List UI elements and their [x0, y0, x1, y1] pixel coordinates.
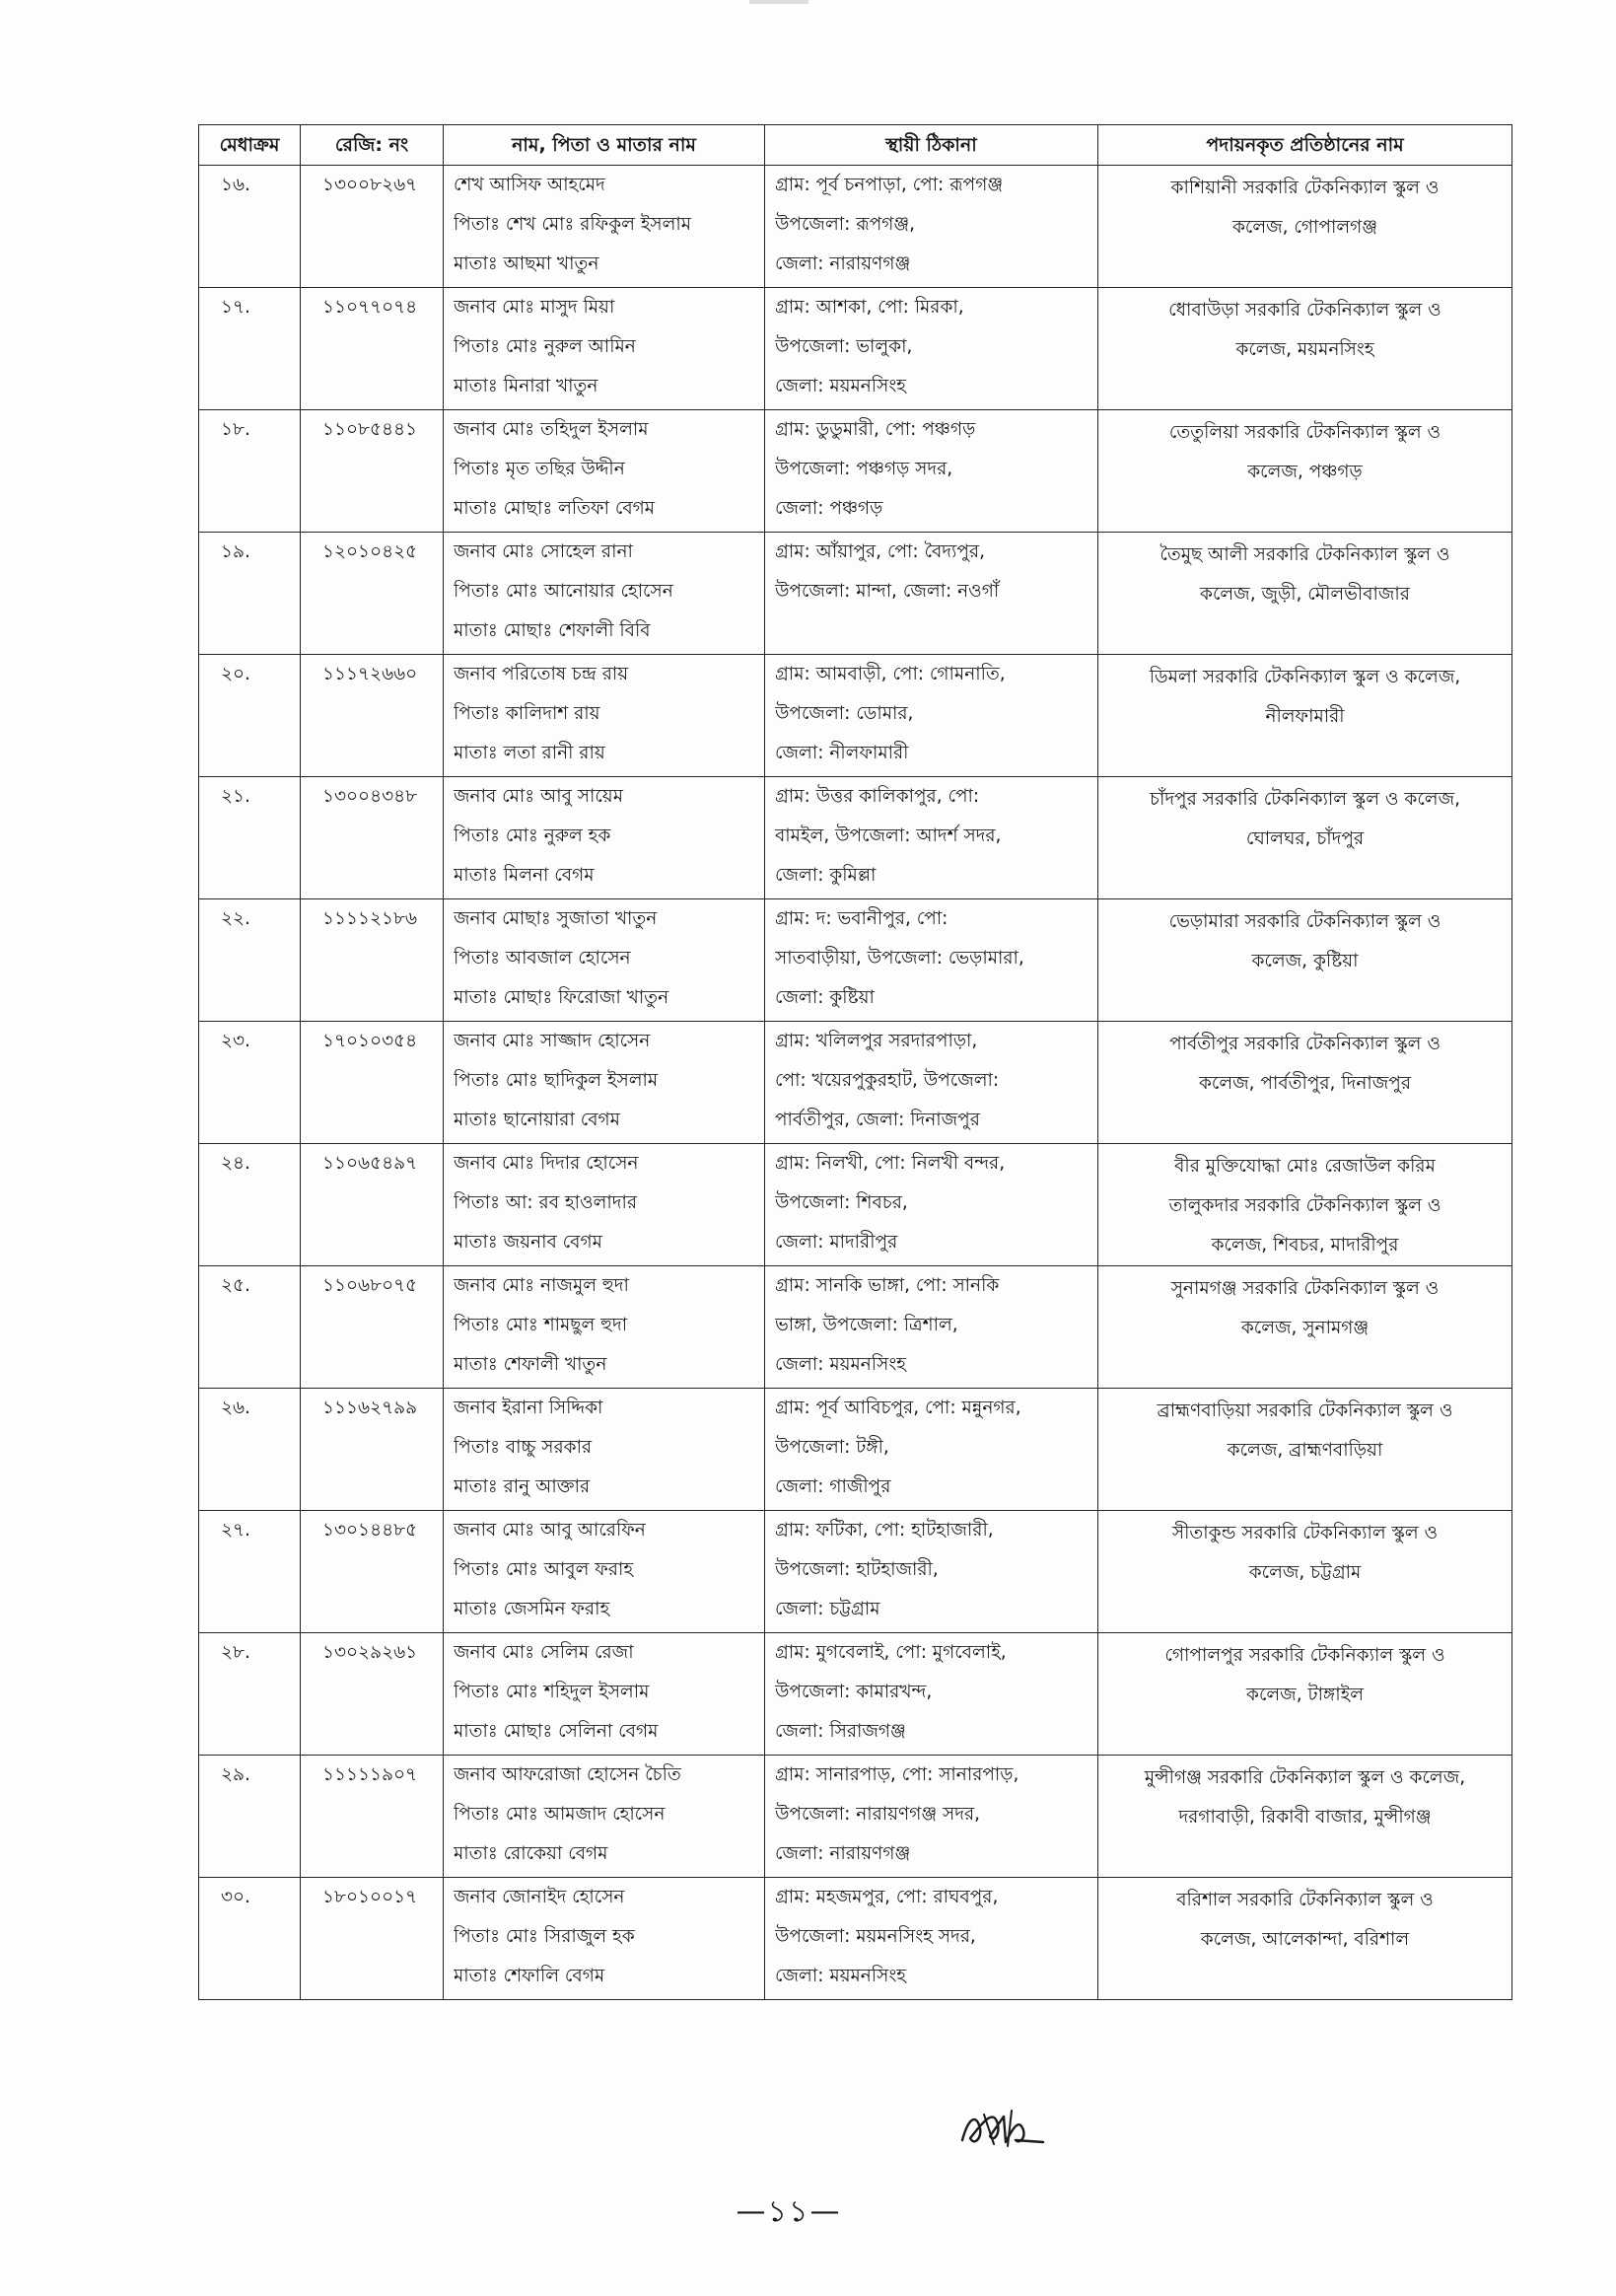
address-line: উপজেলা: মান্দা, জেলা: নওগাঁ: [775, 581, 1000, 602]
institution-line: মুন্সীগঞ্জ সরকারি টেকনিক্যাল স্কুল ও কলেজ,: [1144, 1767, 1466, 1788]
registration-number: ১১১৬২৭৯৯: [322, 1398, 418, 1418]
institution-cell: [1098, 1511, 1512, 1633]
merit-list-table: [198, 124, 1512, 2000]
address-line: জেলা: ময়মনসিংহ: [775, 376, 907, 396]
address-line: গ্রাম: দ: ভবানীপুর, পো:: [775, 908, 949, 929]
names-cell: [444, 1144, 765, 1266]
header-address: স্থায়ী ঠিকানা: [765, 125, 1098, 166]
institution-line: কলেজ, আলেকান্দা, বরিশাল: [1200, 1929, 1410, 1950]
address-line: গ্রাম: উত্তর কালিকাপুর, পো:: [775, 786, 980, 807]
address-line: জেলা: পঞ্চগড়: [775, 498, 883, 519]
registration-number: ১৮০১০০১৭: [322, 1887, 418, 1907]
table-row: [199, 777, 1512, 899]
name-line: জনাব মোঃ নাজমুল হুদা: [454, 1275, 629, 1296]
name-line: মাতাঃ জেসমিন ফরাহ: [454, 1599, 610, 1619]
name-line: জনাব মোঃ সোহেল রানা: [454, 541, 633, 562]
institution-cell: [1098, 533, 1512, 655]
registration-cell: [301, 777, 444, 899]
name-line: পিতাঃ শেখ মোঃ রফিকুল ইসলাম: [454, 214, 692, 235]
serial-cell: [199, 1633, 301, 1756]
serial-number: ১৮.: [221, 419, 250, 440]
address-line: গ্রাম: ডুডুমারী, পো: পঞ্চগড়: [775, 419, 976, 440]
table-row: [199, 1511, 1512, 1633]
registration-number: ১১০৭৭০৭৪: [322, 297, 418, 318]
table-row: [199, 655, 1512, 777]
registration-cell: [301, 1144, 444, 1266]
registration-cell: [301, 1511, 444, 1633]
address-line: সাতবাড়ীয়া, উপজেলা: ভেড়ামারা,: [775, 948, 1024, 969]
address-line: উপজেলা: টঙ্গী,: [775, 1437, 889, 1458]
table-header-row: [199, 125, 1512, 166]
name-line: পিতাঃ আ: রব হাওলাদার: [454, 1192, 637, 1213]
name-line: জনাব মোঃ আবু আরেফিন: [454, 1520, 646, 1541]
names-cell: [444, 533, 765, 655]
address-line: জেলা: নারায়ণগঞ্জ: [775, 1843, 911, 1864]
serial-number: ২২.: [221, 908, 250, 929]
serial-number: ২৬.: [221, 1398, 250, 1418]
name-line: জনাব পরিতোষ চন্দ্র রায়: [454, 664, 629, 684]
institution-line: কলেজ, পার্বতীপুর, দিনাজপুর: [1198, 1073, 1412, 1094]
institution-cell: [1098, 288, 1512, 410]
serial-number: ২৪.: [221, 1153, 250, 1174]
institution-line: পার্বতীপুর সরকারি টেকনিক্যাল স্কুল ও: [1169, 1034, 1440, 1054]
serial-cell: [199, 1389, 301, 1511]
institution-line: কলেজ, শিবচর, মাদারীপুর: [1211, 1235, 1399, 1256]
address-cell: [765, 288, 1098, 410]
registration-number: ১৩০২৯২৬১: [322, 1642, 418, 1663]
names-cell: [444, 1633, 765, 1756]
institution-line: কলেজ, ব্রাহ্মণবাড়িয়া: [1227, 1440, 1383, 1461]
name-line: জনাব মোঃ আবু সায়েম: [454, 786, 623, 807]
address-line: গ্রাম: আশকা, পো: মিরকা,: [775, 297, 964, 318]
table-row: [199, 1633, 1512, 1756]
address-cell: [765, 655, 1098, 777]
serial-number: ২৮.: [221, 1642, 250, 1663]
registration-number: ১৩০১৪৪৮৫: [322, 1520, 418, 1541]
name-line: জনাব ইরানা সিদ্দিকা: [454, 1398, 603, 1418]
header-names: নাম, পিতা ও মাতার নাম: [444, 125, 765, 166]
serial-cell: [199, 166, 301, 288]
address-line: গ্রাম: নিলখী, পো: নিলখী বন্দর,: [775, 1153, 1006, 1174]
address-line: গ্রাম: পূর্ব আবিচপুর, পো: মন্নুনগর,: [775, 1398, 1021, 1418]
registration-cell: [301, 1756, 444, 1878]
serial-number: ২৭.: [221, 1520, 250, 1541]
institution-cell: [1098, 1878, 1512, 2000]
serial-cell: [199, 1878, 301, 2000]
names-cell: [444, 899, 765, 1022]
address-cell: [765, 533, 1098, 655]
name-line: পিতাঃ মোঃ নুরুল হক: [454, 825, 611, 846]
institution-line: কলেজ, গোপালগঞ্জ: [1231, 217, 1378, 238]
registration-number: ১১১৭২৬৬০: [322, 664, 418, 684]
address-line: জেলা: নীলফামারী: [775, 743, 909, 763]
serial-cell: [199, 288, 301, 410]
registration-number: ১১১১১৯০৭: [322, 1764, 418, 1785]
address-line: গ্রাম: আঁয়াপুর, পো: বৈদ্যপুর,: [775, 541, 985, 562]
address-line: জেলা: ময়মনসিংহ: [775, 1354, 907, 1375]
address-line: গ্রাম: মহজমপুর, পো: রাঘবপুর,: [775, 1887, 999, 1907]
name-line: মাতাঃ শেফালি বেগম: [454, 1966, 605, 1986]
institution-line: গোপালপুর সরকারি টেকনিক্যাল স্কুল ও: [1164, 1645, 1445, 1666]
registration-cell: [301, 1266, 444, 1389]
institution-cell: [1098, 899, 1512, 1022]
address-cell: [765, 166, 1098, 288]
address-cell: [765, 1756, 1098, 1878]
table-row: [199, 533, 1512, 655]
address-line: উপজেলা: ভালুকা,: [775, 336, 913, 357]
institution-line: নীলফামারী: [1265, 706, 1345, 727]
institution-line: ডিমলা সরকারি টেকনিক্যাল স্কুল ও কলেজ,: [1149, 667, 1461, 687]
registration-number: ১১০৬৮০৭৫: [322, 1275, 418, 1296]
name-line: জনাব মোঃ মাসুদ মিয়া: [454, 297, 615, 318]
name-line: মাতাঃ রোকেয়া বেগম: [454, 1843, 608, 1864]
address-line: উপজেলা: রূপগঞ্জ,: [775, 214, 916, 235]
address-line: জেলা: ময়মনসিংহ: [775, 1966, 907, 1986]
table-row: [199, 410, 1512, 533]
name-line: মাতাঃ মোছাঃ শেফালী বিবি: [454, 620, 651, 641]
institution-cell: [1098, 1022, 1512, 1144]
address-cell: [765, 777, 1098, 899]
table-row: [199, 1266, 1512, 1389]
serial-cell: [199, 1266, 301, 1389]
institution-cell: [1098, 1389, 1512, 1511]
institution-line: চাঁদপুর সরকারি টেকনিক্যাল স্কুল ও কলেজ,: [1149, 789, 1461, 810]
address-line: উপজেলা: শিবচর,: [775, 1192, 908, 1213]
serial-number: ২০.: [221, 664, 250, 684]
registration-cell: [301, 1878, 444, 2000]
registration-cell: [301, 410, 444, 533]
table-body: [199, 166, 1512, 2000]
serial-cell: [199, 1144, 301, 1266]
name-line: পিতাঃ কালিদাশ রায়: [454, 703, 600, 724]
address-line: উপজেলা: পঞ্চগড় সদর,: [775, 459, 953, 479]
name-line: পিতাঃ মোঃ আনোয়ার হোসেন: [454, 581, 673, 602]
institution-cell: [1098, 655, 1512, 777]
registration-cell: [301, 288, 444, 410]
name-line: জনাব মোছাঃ সুজাতা খাতুন: [454, 908, 658, 929]
name-line: জনাব মোঃ দিদার হোসেন: [454, 1153, 639, 1174]
name-line: পিতাঃ মোঃ শামছুল হুদা: [454, 1315, 628, 1335]
address-cell: [765, 1266, 1098, 1389]
address-line: জেলা: নারায়ণগঞ্জ: [775, 253, 911, 274]
address-cell: [765, 1633, 1098, 1756]
registration-number: ১৭০১০৩৫৪: [322, 1031, 418, 1051]
serial-number: ১৬.: [221, 175, 250, 195]
serial-number: ২৩.: [221, 1031, 250, 1051]
address-line: উপজেলা: ময়মনসিংহ সদর,: [775, 1926, 976, 1947]
serial-cell: [199, 1511, 301, 1633]
name-line: মাতাঃ মিলনা বেগম: [454, 865, 595, 886]
registration-cell: [301, 899, 444, 1022]
name-line: পিতাঃ মোঃ সিরাজুল হক: [454, 1926, 635, 1947]
serial-number: ১৭.: [221, 297, 250, 318]
address-line: উপজেলা: হাটহাজারী,: [775, 1559, 939, 1580]
page-number: —১১—: [736, 2194, 842, 2229]
name-line: পিতাঃ মোঃ ছাদিকুল ইসলাম: [454, 1070, 659, 1091]
address-line: ভাঙ্গা, উপজেলা: ত্রিশাল,: [775, 1315, 958, 1335]
address-line: গ্রাম: খলিলপুর সরদারপাড়া,: [775, 1031, 978, 1051]
address-line: জেলা: কুমিল্লা: [775, 865, 877, 886]
registration-cell: [301, 1022, 444, 1144]
name-line: জনাব আফরোজা হোসেন চৈতি: [454, 1764, 681, 1785]
name-line: মাতাঃ ছানোয়ারা বেগম: [454, 1110, 620, 1130]
institution-line: ব্রাহ্মণবাড়িয়া সরকারি টেকনিক্যাল স্কুল ও: [1157, 1400, 1453, 1421]
header-serial: মেধাক্রম: [199, 125, 301, 166]
address-line: পার্বতীপুর, জেলা: দিনাজপুর: [775, 1110, 980, 1130]
registration-number: ১১০৮৫৪৪১: [322, 419, 418, 440]
institution-line: বীর মুক্তিযোদ্ধা মোঃ রেজাউল করিম: [1174, 1156, 1436, 1177]
address-line: জেলা: চট্টগ্রাম: [775, 1599, 880, 1619]
address-cell: [765, 1511, 1098, 1633]
institution-line: সুনামগঞ্জ সরকারি টেকনিক্যাল স্কুল ও: [1170, 1278, 1440, 1299]
name-line: মাতাঃ রানু আক্তার: [454, 1476, 591, 1497]
institution-line: কাশিয়ানী সরকারি টেকনিক্যাল স্কুল ও: [1170, 178, 1440, 198]
serial-cell: [199, 1756, 301, 1878]
table-row: [199, 899, 1512, 1022]
serial-number: ২১.: [221, 786, 250, 807]
name-line: মাতাঃ লতা রানী রায়: [454, 743, 605, 763]
institution-cell: [1098, 166, 1512, 288]
institution-line: কলেজ, কুষ্টিয়া: [1251, 951, 1359, 971]
name-line: জনাব জোনাইদ হোসেন: [454, 1887, 625, 1907]
registration-cell: [301, 166, 444, 288]
signature: [954, 2099, 1053, 2158]
registration-cell: [301, 1389, 444, 1511]
address-line: গ্রাম: ফটিকা, পো: হাটহাজারী,: [775, 1520, 994, 1541]
registration-number: ১৩০০৮২৬৭: [322, 175, 418, 195]
institution-cell: [1098, 1633, 1512, 1756]
address-line: গ্রাম: আমবাড়ী, পো: গোমনাতি,: [775, 664, 1006, 684]
name-line: মাতাঃ আছমা খাতুন: [454, 253, 599, 274]
serial-number: ১৯.: [221, 541, 250, 562]
institution-cell: [1098, 1756, 1512, 1878]
name-line: পিতাঃ মোঃ শহিদুল ইসলাম: [454, 1682, 650, 1702]
names-cell: [444, 777, 765, 899]
name-line: জনাব মোঃ সাজ্জাদ হোসেন: [454, 1031, 651, 1051]
institution-line: কলেজ, জুড়ী, মৌলভীবাজার: [1200, 584, 1410, 605]
serial-cell: [199, 655, 301, 777]
serial-cell: [199, 410, 301, 533]
institution-line: কলেজ, চট্টগ্রাম: [1248, 1562, 1362, 1583]
registration-cell: [301, 655, 444, 777]
address-line: উপজেলা: ডোমার,: [775, 703, 914, 724]
names-cell: [444, 655, 765, 777]
table-row: [199, 1144, 1512, 1266]
serial-cell: [199, 777, 301, 899]
institution-line: কলেজ, টাঙ্গাইল: [1246, 1685, 1364, 1705]
serial-number: ২৫.: [221, 1275, 250, 1296]
serial-number: ৩০.: [221, 1887, 250, 1907]
institution-line: কলেজ, পঞ্চগড়: [1247, 462, 1363, 482]
institution-line: তেতুলিয়া সরকারি টেকনিক্যাল স্কুল ও: [1168, 422, 1441, 443]
name-line: পিতাঃ বাচ্চু সরকার: [454, 1437, 593, 1458]
table-row: [199, 288, 1512, 410]
header-institution: পদায়নকৃত প্রতিষ্ঠানের নাম: [1098, 125, 1512, 166]
scan-mark: [749, 0, 808, 4]
address-line: গ্রাম: সানকি ভাঙ্গা, পো: সানকি: [775, 1275, 1000, 1296]
name-line: পিতাঃ মোঃ আবুল ফরাহ: [454, 1559, 634, 1580]
institution-cell: [1098, 1266, 1512, 1389]
registration-number: ১৩০০৪৩৪৮: [322, 786, 418, 807]
address-line: জেলা: গাজীপুর: [775, 1476, 891, 1497]
registration-number: ১২০১০৪২৫: [322, 541, 418, 562]
serial-cell: [199, 533, 301, 655]
name-line: মাতাঃ জয়নাব বেগম: [454, 1232, 602, 1253]
institution-cell: [1098, 1144, 1512, 1266]
names-cell: [444, 1511, 765, 1633]
address-line: গ্রাম: পূর্ব চনপাড়া, পো: রূপগঞ্জ: [775, 175, 1004, 195]
table-row: [199, 1022, 1512, 1144]
names-cell: [444, 1389, 765, 1511]
name-line: পিতাঃ মোঃ আমজাদ হোসেন: [454, 1804, 666, 1825]
institution-line: কলেজ, সুনামগঞ্জ: [1240, 1318, 1370, 1338]
names-cell: [444, 1878, 765, 2000]
names-cell: [444, 1266, 765, 1389]
institution-line: তালুকদার সরকারি টেকনিক্যাল স্কুল ও: [1168, 1195, 1441, 1216]
address-cell: [765, 1144, 1098, 1266]
institution-line: বরিশাল সরকারি টেকনিক্যাল স্কুল ও: [1176, 1890, 1434, 1910]
names-cell: [444, 1756, 765, 1878]
institution-line: তৈমুছ আলী সরকারি টেকনিক্যাল স্কুল ও: [1159, 544, 1450, 565]
institution-line: কলেজ, ময়মনসিংহ: [1235, 339, 1374, 360]
names-cell: [444, 1022, 765, 1144]
name-line: পিতাঃ আবজাল হোসেন: [454, 948, 631, 969]
address-line: উপজেলা: কামারখন্দ,: [775, 1682, 933, 1702]
institution-line: ধোবাউড়া সরকারি টেকনিক্যাল স্কুল ও: [1168, 300, 1441, 321]
registration-cell: [301, 533, 444, 655]
name-line: জনাব মোঃ তহিদুল ইসলাম: [454, 419, 649, 440]
names-cell: [444, 288, 765, 410]
address-line: জেলা: সিরাজগঞ্জ: [775, 1721, 906, 1742]
institution-line: সীতাকুন্ড সরকারি টেকনিক্যাল স্কুল ও: [1171, 1523, 1439, 1543]
address-cell: [765, 410, 1098, 533]
address-line: বামইল, উপজেলা: আদর্শ সদর,: [775, 825, 1002, 846]
serial-cell: [199, 899, 301, 1022]
name-line: মাতাঃ মিনারা খাতুন: [454, 376, 598, 396]
header-registration: রেজি: নং: [301, 125, 444, 166]
institution-line: দরগাবাড়ী, রিকাবী বাজার, মুন্সীগঞ্জ: [1178, 1807, 1432, 1828]
names-cell: [444, 410, 765, 533]
address-cell: [765, 1022, 1098, 1144]
name-line: পিতাঃ মৃত তছির উদ্দীন: [454, 459, 625, 479]
institution-cell: [1098, 777, 1512, 899]
address-line: জেলা: কুষ্টিয়া: [775, 987, 875, 1008]
name-line: মাতাঃ মোছাঃ লতিফা বেগম: [454, 498, 656, 519]
institution-line: ঘোলঘর, চাঁদপুর: [1245, 828, 1365, 849]
table-row: [199, 1878, 1512, 2000]
address-cell: [765, 1389, 1098, 1511]
address-line: উপজেলা: নারায়ণগঞ্জ সদর,: [775, 1804, 981, 1825]
name-line: মাতাঃ শেফালী খাতুন: [454, 1354, 607, 1375]
names-cell: [444, 166, 765, 288]
address-line: জেলা: মাদারীপুর: [775, 1232, 898, 1253]
institution-line: ভেড়ামারা সরকারি টেকনিক্যাল স্কুল ও: [1168, 911, 1441, 932]
table-row: [199, 166, 1512, 288]
table-row: [199, 1756, 1512, 1878]
name-line: মাতাঃ মোছাঃ সেলিনা বেগম: [454, 1721, 659, 1742]
serial-cell: [199, 1022, 301, 1144]
address-cell: [765, 1878, 1098, 2000]
address-line: গ্রাম: সানারপাড়, পো: সানারপাড়,: [775, 1764, 1019, 1785]
registration-cell: [301, 1633, 444, 1756]
name-line: মাতাঃ মোছাঃ ফিরোজা খাতুন: [454, 987, 669, 1008]
institution-cell: [1098, 410, 1512, 533]
registration-number: ১১০৬৫৪৯৭: [322, 1153, 418, 1174]
address-line: গ্রাম: মুগবেলাই, পো: মুগবেলাই,: [775, 1642, 1007, 1663]
name-line: শেখ আসিফ আহমেদ: [454, 175, 605, 195]
registration-number: ১১১১২১৮৬: [322, 908, 418, 929]
table-row: [199, 1389, 1512, 1511]
name-line: জনাব মোঃ সেলিম রেজা: [454, 1642, 634, 1663]
address-line: পো: খয়েরপুকুরহাট, উপজেলা:: [775, 1070, 1000, 1091]
name-line: পিতাঃ মোঃ নুরুল আমিন: [454, 336, 636, 357]
address-cell: [765, 899, 1098, 1022]
serial-number: ২৯.: [221, 1764, 250, 1785]
